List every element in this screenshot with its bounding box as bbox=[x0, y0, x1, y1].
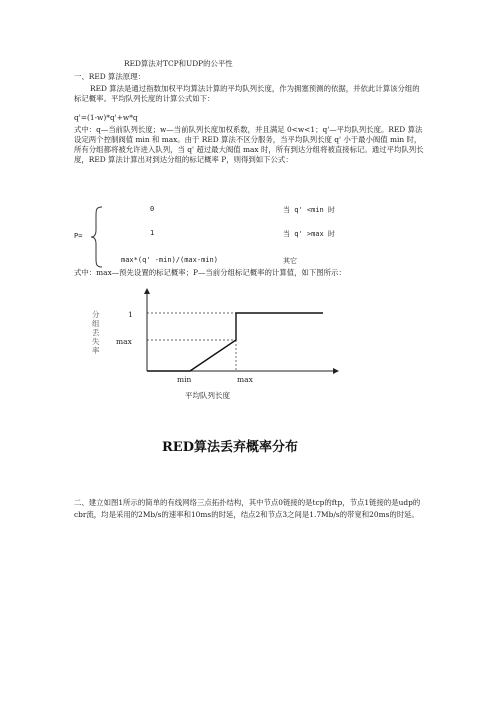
section-heading-1: 一、RED 算法原理： bbox=[74, 72, 145, 81]
y-axis-label-char: 分 bbox=[92, 310, 100, 319]
probability-curve bbox=[147, 313, 323, 371]
document-title: RED算法对TCP和UDP的公平性 bbox=[124, 59, 233, 68]
piecewise-cond-1: 当 q' >max 时 bbox=[283, 230, 335, 238]
average-queue-formula: q'=(1-w)*q'+w*q bbox=[74, 113, 138, 122]
piecewise-lhs: P= bbox=[74, 232, 83, 240]
y-tick-max: max bbox=[116, 337, 132, 346]
paragraph-3: 式中：max—预先设置的标记概率；P—当前分组标记概率的计算值，如下图所示： bbox=[74, 268, 346, 277]
section-2-paragraph: 二、建立如图1所示的简单的有线网络三点拓扑结构，其中节点0链接的是tcp的ftp，节点1链接的是udp的cbr流，均是采用的2Mb/s的速率和10ms的时延，结点2和节点3之间是1.7Mb/s的带宽和20ms的时延。 bbox=[74, 498, 421, 519]
y-axis-label-char: 率 bbox=[92, 346, 100, 355]
drop-probability-chart bbox=[0, 285, 496, 425]
paragraph-2: 式中：q—当前队列长度；w—当前队列长度加权系数，并且满足 0<w<1；q'—平均队列长度。RED 算法设定两个控制阀值 min 和 max。由于 RED 算法不区分服务，当平均队列长度 q' 小于最小阀值 min 时，所有分组都将被允许进入队列，当 q' 超过最大阀值 max 时，所有到达分组将被直接标记。通过平均队列长度，RED 算法计算出对到达分组的标记概率 P，则得到如下公式： bbox=[74, 125, 424, 164]
x-axis-label: 平均队列长度 bbox=[185, 391, 230, 400]
y-axis-label-char: 丢 bbox=[92, 328, 100, 337]
curly-brace-icon bbox=[90, 206, 106, 268]
y-axis-label-char: 组 bbox=[92, 319, 100, 328]
piecewise-expr-2: max*(q' -min)/(max-min) bbox=[121, 256, 218, 264]
piecewise-cond-2: 其它 bbox=[283, 257, 297, 265]
piecewise-expr-1: 1 bbox=[150, 229, 155, 237]
piecewise-cond-0: 当 q' <min 时 bbox=[283, 206, 335, 214]
y-tick-1: 1 bbox=[128, 310, 133, 319]
figure-caption: RED算法丢弃概率分布 bbox=[162, 440, 298, 455]
piecewise-expr-0: 0 bbox=[150, 205, 155, 213]
paragraph-1: RED 算法是通过指数加权平均算法计算的平均队列长度，作为拥塞预测的依据，并依此计算该分组的标记概率。平均队列长度的计算公式如下： bbox=[74, 84, 420, 103]
x-tick-min: min bbox=[177, 375, 192, 384]
y-axis-label bbox=[92, 309, 100, 355]
y-axis-label-char: 失 bbox=[92, 337, 100, 346]
x-tick-max: max bbox=[237, 375, 253, 384]
